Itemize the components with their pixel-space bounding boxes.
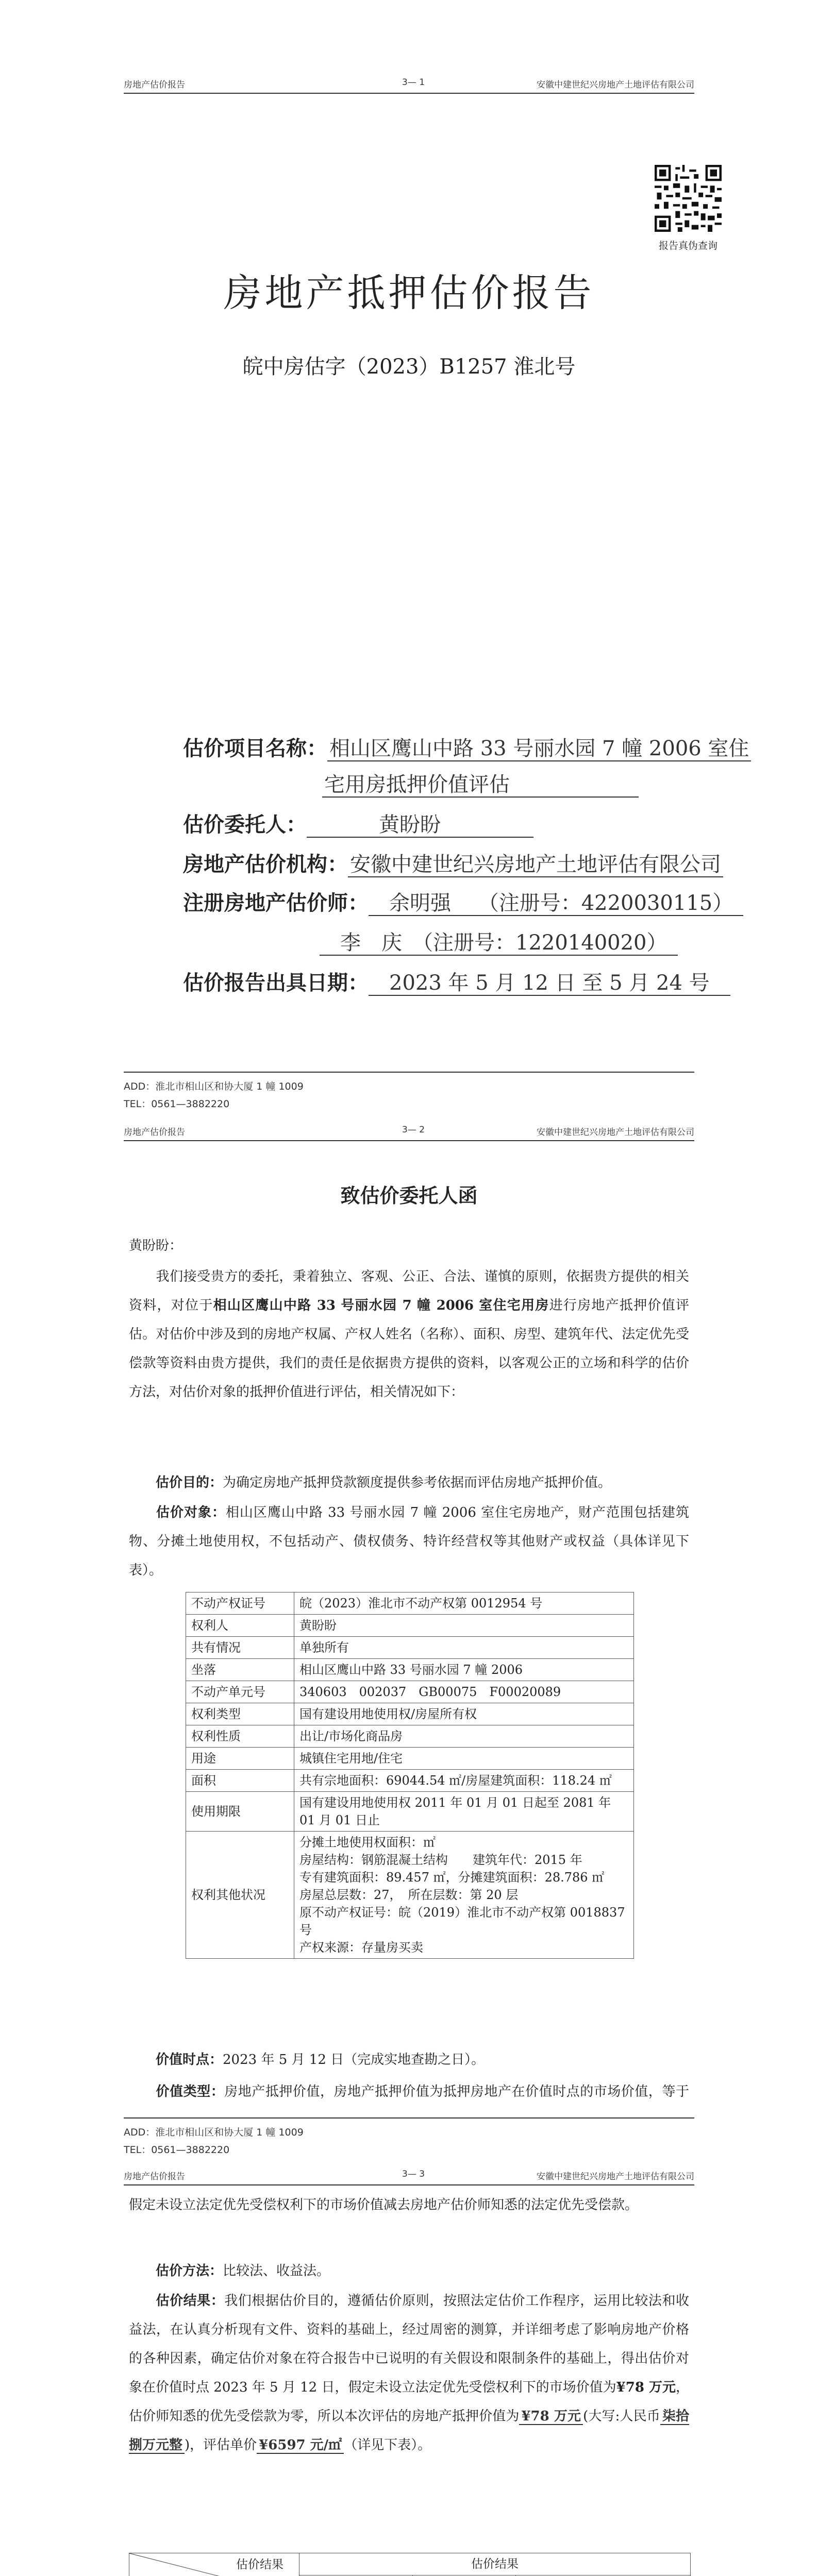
mortgage-value: ¥78 万元 [519, 2409, 583, 2425]
property-info-table [186, 1592, 634, 1959]
other-status-cell [294, 1832, 634, 1959]
header-company: 安徽中建世纪兴房地产土地评估有限公司 [537, 1127, 694, 1138]
project-name-row [183, 734, 751, 763]
unit-price: ¥6597 元/㎡ [257, 2437, 344, 2454]
page-number: 3— 1 [402, 77, 425, 88]
table-key: 权利类型 [186, 1703, 294, 1725]
table-value: 城镇住宅用地/住宅 [294, 1748, 634, 1770]
table-row [186, 1703, 634, 1725]
intro-text-c: 进行房地产抵押价值评估。对估价中涉及到的房地产权属、产权人姓名（名称）、面积、房型、建筑年代、法定优先受偿款等资料由贵方提供，我们的责任是依据贵方提供的资料，以客观公正的立场和科学的估价方法，对估价对象的抵押价值进行评估，相关情况如下： [129, 1298, 689, 1400]
footer-address: ADD：淮北市相山区和协大厦 1 幢 1009 [124, 1081, 304, 1092]
header-result: 估价结果 [299, 2553, 691, 2575]
footer-tel: TEL：0561—3882220 [124, 2144, 230, 2156]
result-text-e: (大写:人民币 [583, 2409, 660, 2424]
project-name-value-2: 宅用房抵押价值评估 [322, 773, 639, 798]
table-row [186, 1681, 634, 1703]
object-text: 相山区鹰山中路 33 号丽水园 7 幢 2006 室住宅房地产，财产范围包括建筑物、分摊土地使用权，不包括动产、债权债务、特许经营权等其他财产或权益（具体详见下表）。 [129, 1505, 689, 1578]
report-number: 皖中房估字（2023）B1257 淮北号 [242, 355, 576, 379]
qr-code-icon[interactable] [655, 165, 722, 232]
page-number: 3— 2 [402, 1125, 425, 1135]
value-type-paragraph-top [129, 2077, 689, 2109]
other-line: 专有建筑面积：89.457 ㎡，分摊建筑面积：28.786 ㎡ [299, 1870, 605, 1885]
value-type-label: 价值类型： [156, 2084, 225, 2099]
table-value: 黄盼盼 [294, 1615, 634, 1637]
object-paragraph [129, 1498, 689, 1585]
table-row [186, 1659, 634, 1681]
value-date-label: 价值时点： [156, 2052, 223, 2067]
value-type-text-cont: 假定未设立法定优先受偿权利下的市场价值减去房地产估价师知悉的法定优先受偿款。 [129, 2197, 639, 2213]
page-footer-1 [124, 1072, 694, 1113]
table-value: 出让/市场化商品房 [294, 1725, 634, 1748]
diagonal-header-cell [129, 2553, 299, 2576]
other-line: 房屋总层数：27， 所在层数：第 20 层 [299, 1888, 519, 1902]
project-name-value: 相山区鹰山中路 33 号丽水园 7 幢 2006 室住 [327, 737, 751, 761]
table-key: 用途 [186, 1748, 294, 1770]
method-paragraph [129, 2257, 689, 2285]
table-value: 相山区鹰山中路 33 号丽水园 7 幢 2006 [294, 1659, 634, 1681]
valuation-result-table [129, 2553, 691, 2576]
table-row [186, 1748, 634, 1770]
table-row [129, 2553, 691, 2575]
result-text-a: 我们根据估价目的，遵循估价原则，按照法定估价工作程序，运用比较法和收益法，在认真分析现有文件、资料的基础上，经过周密的测算，并详细考虑了影响房地产价格的各种因素，确定估价对象在符合报告中已说明的有关假设和限制条件的基础上，得出估价对象在价值时点 2023 年 5 月 12 日，假定未设立法定优先受偿权利下的市场价值为 [129, 2293, 689, 2395]
result-label: 估价结果： [156, 2293, 225, 2309]
result-paragraph [129, 2286, 689, 2460]
table-value: 皖（2023）淮北市不动产权第 0012954 号 [294, 1592, 634, 1615]
result-text-i: （详见下表）。 [344, 2437, 431, 2453]
other-line: 分摊土地使用权面积：㎡ [299, 1835, 436, 1850]
page-header-2 [124, 1125, 694, 1141]
table-value: 共有宗地面积：69044.54 ㎡/房屋建筑面积：118.24 ㎡ [294, 1770, 634, 1792]
value-in-words: 柒拾捌万元整 [129, 2409, 689, 2453]
object-label: 估价对象： [156, 1505, 226, 1520]
date-row [183, 969, 730, 997]
table-key: 权利人 [186, 1615, 294, 1637]
table-value: 国有建设用地使用权/房屋所有权 [294, 1703, 634, 1725]
intro-paragraph [129, 1262, 689, 1406]
appraiser-label: 注册房地产估价师： [183, 891, 369, 915]
page-footer-2 [124, 2117, 694, 2159]
table-key: 权利其他状况 [186, 1832, 294, 1959]
table-row [186, 1832, 634, 1959]
purpose-label: 估价目的： [156, 1475, 223, 1490]
table-value: 单独所有 [294, 1637, 634, 1659]
table-row [186, 1615, 634, 1637]
page-header-1 [124, 77, 694, 94]
table-key: 使用期限 [186, 1792, 294, 1832]
agency-label: 房地产估价机构： [183, 852, 348, 876]
intro-text-object: 相山区鹰山中路 33 号丽水园 7 幢 2006 室住宅用房 [213, 1298, 549, 1313]
qr-caption: 报告真伪查询 [658, 240, 717, 251]
table-row [186, 1770, 634, 1792]
salutation: 黄盼盼： [129, 1238, 183, 1253]
project-name-label: 估价项目名称： [183, 736, 327, 760]
method-text: 比较法、收益法。 [223, 2263, 330, 2279]
client-label: 估价委托人： [183, 812, 307, 837]
purpose-paragraph [129, 1468, 689, 1497]
other-line: 原不动产权证号：皖（2019）淮北市不动产权第 0018837 号 [299, 1905, 625, 1937]
appraiser-1: 余明强 （注册号：4220030115） [369, 891, 743, 916]
market-value: ¥78 万元 [616, 2380, 676, 2395]
header-left: 房地产估价报告 [124, 2172, 185, 2182]
header-result-hint: 估价结果 [236, 2558, 283, 2571]
page-number: 3— 3 [402, 2169, 425, 2179]
table-key: 不动产单元号 [186, 1681, 294, 1703]
date-value: 2023 年 5 月 12 日 至 5 月 24 号 [369, 971, 730, 996]
table-key: 共有情况 [186, 1637, 294, 1659]
value-date-paragraph [129, 2045, 689, 2074]
table-row [186, 1592, 634, 1615]
table-key: 权利性质 [186, 1725, 294, 1748]
page-header-3 [124, 2169, 694, 2185]
purpose-text: 为确定房地产抵押贷款额度提供参考依据而评估房地产抵押价值。 [223, 1475, 612, 1490]
table-row [186, 1725, 634, 1748]
letter-title: 致估价委托人函 [340, 1184, 478, 1207]
client-row [183, 810, 533, 839]
value-date-text: 2023 年 5 月 12 日（完成实地查勘之日）。 [223, 2052, 485, 2067]
value-type-text: 房地产抵押价值，房地产抵押价值为抵押房地产在价值时点的市场价值，等于 [224, 2084, 689, 2099]
footer-tel: TEL：0561—3882220 [124, 1098, 230, 1110]
footer-address: ADD：淮北市相山区和协大厦 1 幢 1009 [124, 2127, 304, 2138]
value-type-paragraph-continued [129, 2191, 689, 2248]
table-key: 面积 [186, 1770, 294, 1792]
table-value: 国有建设用地使用权 2011 年 01 月 01 日起至 2081 年 01 月 01 日止 [294, 1792, 634, 1832]
appraiser-row-2 [320, 928, 678, 957]
method-label: 估价方法： [156, 2263, 223, 2279]
date-label: 估价报告出具日期： [183, 971, 369, 995]
intro-text-a: 我们接受贵方的委托，秉着独立、客观、公正、合法、谨慎的原则，依据贵方提供的相关资料，对位于 [129, 1269, 689, 1313]
header-left: 房地产估价报告 [124, 1127, 185, 1138]
result-text-c: ，估价师知悉的优先受偿款为零，所以本次评估的房地产抵押价值为 [129, 2380, 690, 2424]
agency-value: 安徽中建世纪兴房地产土地评估有限公司 [348, 853, 723, 877]
agency-row [183, 850, 723, 879]
header-company: 安徽中建世纪兴房地产土地评估有限公司 [537, 80, 694, 90]
report-title: 房地产抵押估价报告 [223, 271, 595, 315]
project-name-row-2 [322, 770, 639, 799]
other-line: 房屋结构：钢筋混凝土结构 建筑年代：2015 年 [299, 1853, 582, 1867]
header-left: 房地产估价报告 [124, 80, 185, 90]
table-row [186, 1637, 634, 1659]
table-value: 340603 002037 GB00075 F00020089 [294, 1681, 634, 1703]
table-key: 坐落 [186, 1659, 294, 1681]
other-line: 产权来源：存量房买卖 [299, 1940, 423, 1955]
client-value: 黄盼盼 [307, 813, 533, 838]
appraiser-2: 李 庆 （注册号：1220140020） [320, 931, 678, 956]
table-row [186, 1792, 634, 1832]
appraiser-row-1 [183, 889, 743, 918]
result-text-g: )，评估单价 [185, 2437, 257, 2453]
header-company: 安徽中建世纪兴房地产土地评估有限公司 [537, 2172, 694, 2182]
table-key: 不动产权证号 [186, 1592, 294, 1615]
